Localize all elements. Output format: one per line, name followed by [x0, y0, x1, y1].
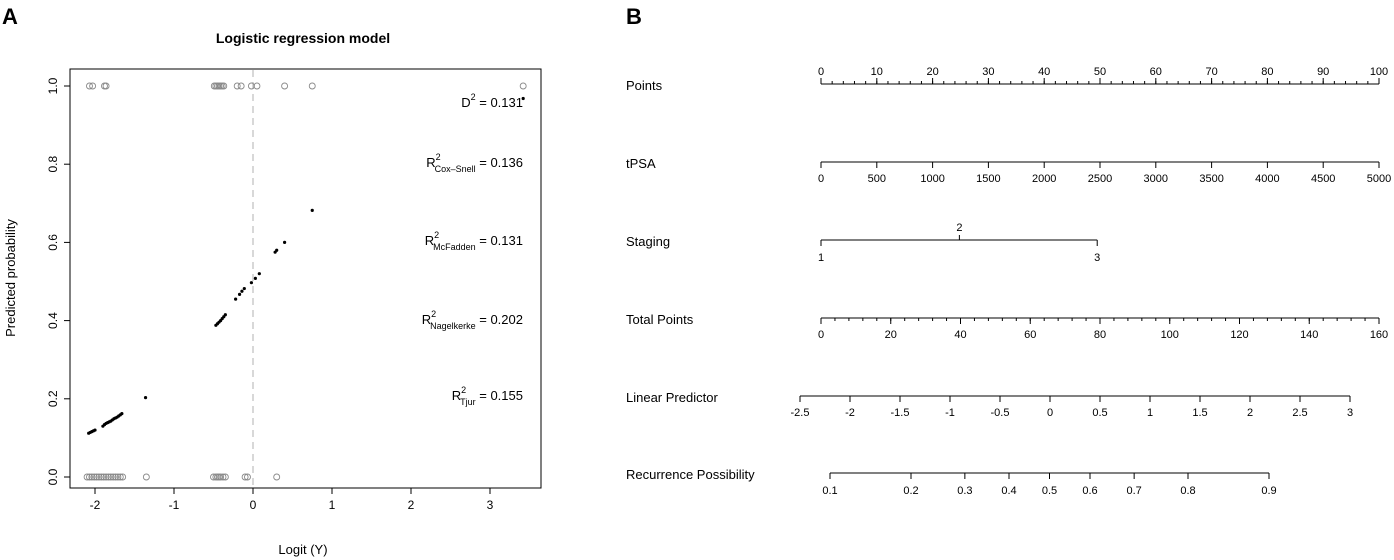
tick-label: 20: [926, 66, 939, 78]
tick-label: -1.5: [890, 407, 910, 419]
predicted-point: [258, 272, 261, 275]
tick-label: 0: [817, 329, 825, 341]
tick-label: 30: [982, 66, 995, 78]
tick-label: 60: [1149, 66, 1162, 78]
tick-label: 0.1: [822, 485, 838, 497]
tick-label: 1: [1146, 407, 1154, 419]
predicted-point: [238, 293, 241, 296]
predicted-point: [234, 297, 237, 300]
tick-label: 50: [1093, 66, 1107, 78]
tick-label: 0.8: [1180, 485, 1196, 497]
observed-point-0: [143, 474, 149, 480]
tick-label: 20: [884, 329, 897, 341]
tick-label: 0: [1046, 407, 1054, 419]
tick-label: 0.9: [1261, 485, 1277, 497]
tick-label: 100: [1160, 329, 1179, 341]
tick-label: 80: [1261, 66, 1274, 78]
tick-label: 120: [1230, 329, 1249, 341]
predicted-point: [250, 281, 253, 284]
fit-statistic: $D^2 = 0.131$: [461, 92, 523, 110]
tick-label: -0.5: [990, 407, 1010, 419]
tick-label: 40: [954, 329, 967, 341]
tick-label: 500: [867, 173, 886, 185]
y-axis-label: Predicted probability: [3, 219, 18, 337]
tick-label: 1500: [976, 173, 1001, 185]
tick-label: 100: [1369, 66, 1389, 78]
x-tick-label: 3: [486, 498, 494, 512]
tick-label: -2.5: [790, 407, 810, 419]
tick-label: 4500: [1310, 173, 1336, 185]
tick-label: 0.6: [1082, 485, 1098, 497]
tick-label: -2: [845, 407, 855, 419]
x-tick-label: 2: [407, 498, 415, 512]
tick-label: 1.5: [1192, 407, 1208, 419]
tick-label: 0: [817, 173, 825, 185]
scale-name: Recurrence Possibility: [626, 467, 755, 482]
category-label: 1: [817, 252, 825, 264]
chart-title: Logistic regression model: [215, 30, 391, 46]
predicted-point: [254, 277, 257, 280]
x-tick-label: 1: [328, 498, 336, 512]
fit-statistic: $R^2$ Cox–Snell = 0.136: [426, 152, 523, 174]
nomogram-panel: [626, 66, 1391, 497]
predicted-point: [240, 290, 243, 293]
panel-label-a: A: [2, 4, 18, 29]
tick-label: 5000: [1366, 173, 1392, 185]
scale-name: tPSA: [626, 156, 656, 171]
tick-label: 0.5: [1041, 485, 1058, 497]
tick-label: 70: [1205, 66, 1218, 78]
logistic-regression-panel: [3, 30, 541, 557]
tick-label: 0: [817, 66, 825, 78]
tick-label: 160: [1369, 329, 1389, 341]
tick-label: 60: [1024, 329, 1037, 341]
tick-label: 3000: [1143, 173, 1169, 185]
x-tick-label: 0: [249, 498, 257, 512]
tick-label: 3500: [1199, 173, 1224, 185]
tick-label: 2: [1246, 407, 1254, 419]
scale-name: Points: [626, 78, 663, 93]
observed-point-1: [520, 83, 526, 89]
tick-label: 140: [1300, 329, 1319, 341]
observed-point-1: [282, 83, 288, 89]
tick-label: 0.7: [1126, 485, 1142, 497]
fit-statistic: $R^2$ Nagelkerke = 0.202: [421, 309, 523, 331]
tick-label: 10: [870, 66, 883, 78]
predicted-point: [283, 241, 286, 244]
x-axis-label: Logit (Y): [278, 542, 328, 557]
y-tick-label: 0.4: [46, 312, 60, 329]
y-tick-label: 0.0: [46, 468, 60, 486]
tick-label: 3: [1346, 407, 1354, 419]
predicted-point: [120, 412, 123, 415]
predicted-point: [144, 396, 147, 399]
predicted-point: [243, 287, 246, 290]
tick-label: 2000: [1031, 173, 1057, 185]
observed-point-0: [274, 474, 280, 480]
predicted-point: [311, 209, 314, 212]
y-tick-label: 0.8: [46, 155, 60, 173]
x-tick-label: -1: [168, 498, 180, 512]
y-tick-label: 0.2: [46, 390, 60, 408]
scale-name: Linear Predictor: [626, 390, 718, 405]
predicted-point: [275, 249, 278, 252]
tick-label: 4000: [1255, 173, 1280, 185]
scale-name: Total Points: [626, 312, 694, 327]
y-tick-label: 0.6: [46, 234, 60, 251]
tick-label: 0.4: [1001, 485, 1017, 497]
predicted-point: [93, 428, 96, 431]
fit-statistic: $R^2$ McFadden = 0.131: [424, 230, 523, 252]
panel-label-b: B: [626, 4, 642, 29]
category-label: 3: [1094, 252, 1101, 264]
tick-label: -1: [945, 407, 955, 419]
fit-statistic: $R^2$ Tjur = 0.155: [451, 385, 523, 407]
tick-label: 2.5: [1292, 407, 1308, 419]
tick-label: 0.2: [903, 485, 919, 497]
observed-point-1: [309, 83, 315, 89]
tick-label: 90: [1317, 66, 1330, 78]
y-tick-label: 1.0: [46, 77, 60, 95]
plot-frame: [70, 69, 541, 488]
tick-label: 2500: [1087, 173, 1113, 185]
tick-label: 1000: [920, 173, 945, 185]
x-tick-label: -2: [89, 498, 101, 512]
observed-point-1: [238, 83, 244, 89]
tick-label: 0.3: [957, 485, 973, 497]
tick-label: 0.5: [1092, 407, 1108, 419]
predicted-point: [224, 313, 227, 316]
tick-label: 80: [1093, 329, 1107, 341]
category-label: 2: [956, 222, 963, 234]
scale-name: Staging: [626, 234, 671, 249]
tick-label: 40: [1038, 66, 1051, 78]
